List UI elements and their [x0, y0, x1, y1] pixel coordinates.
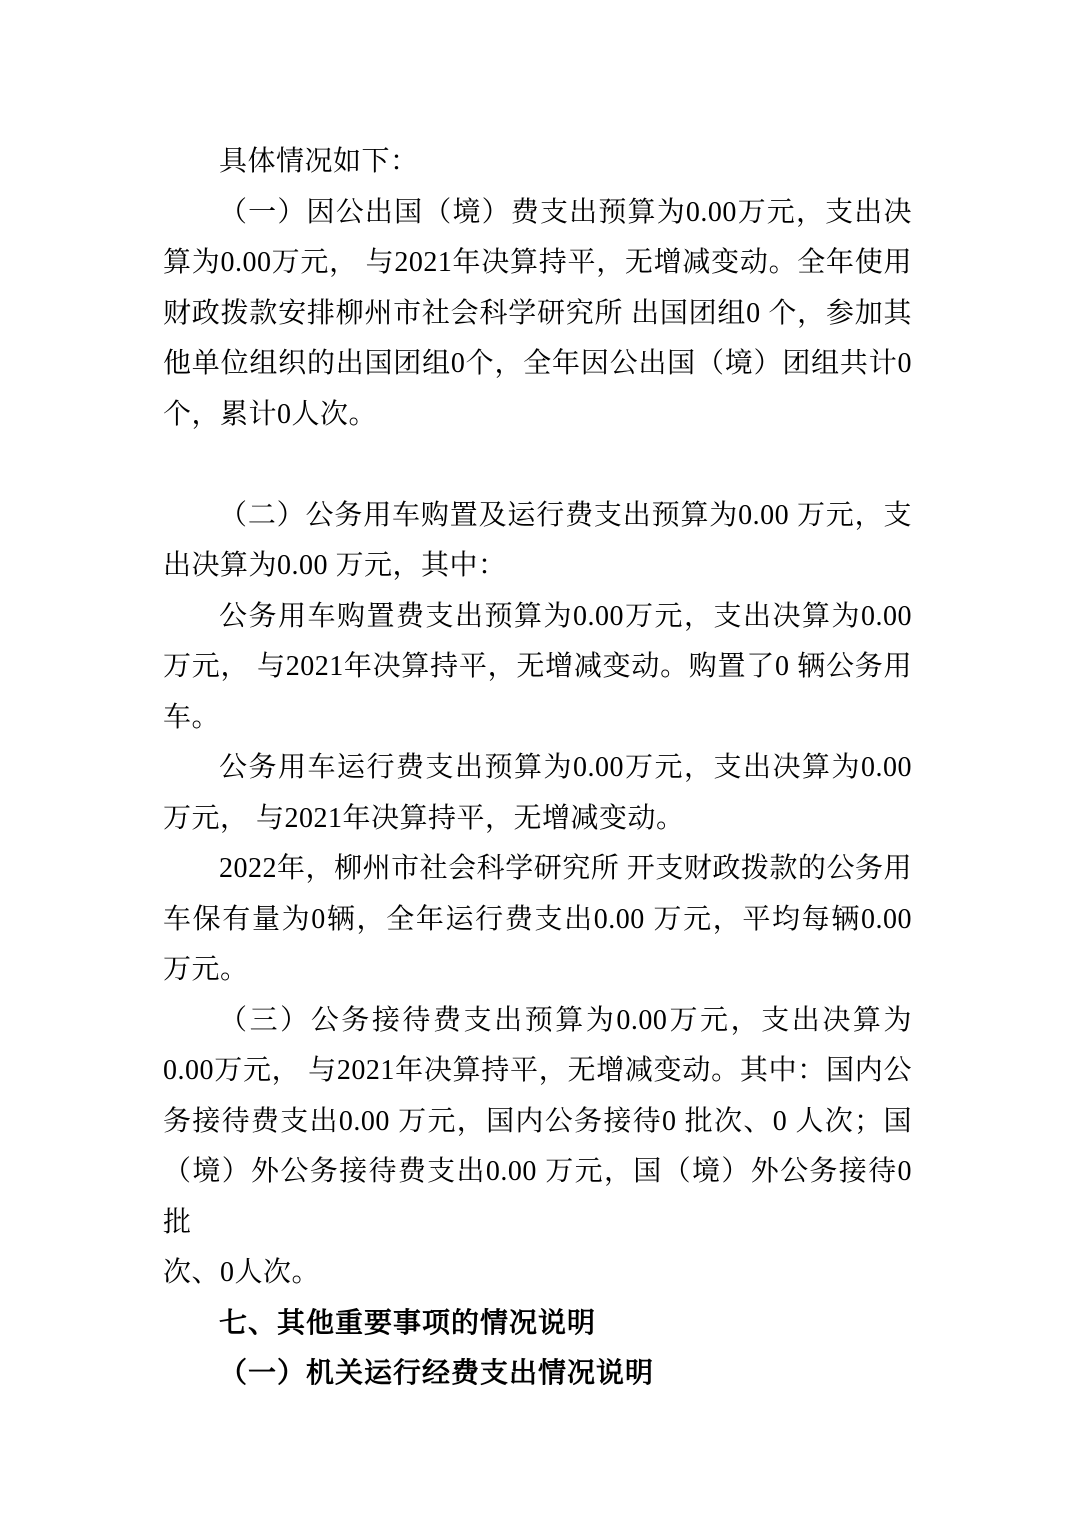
body-line: 万元。 — [163, 954, 249, 985]
body-line: 2022年，柳州市社会科学研究所 开支财政拨款的公务用 — [219, 853, 912, 884]
body-line: 0.00万元， 与2021年决算持平，无增减变动。其中：国内公 — [163, 1055, 912, 1086]
body-line: （二）公务用车购置及运行费支出预算为0.00 万元，支 — [219, 499, 912, 531]
document-body — [163, 137, 912, 1400]
body-line: （一）因公出国（境）费支出预算为0.00万元，支出决 — [219, 196, 912, 228]
body-line: 具体情况如下： — [219, 146, 419, 177]
body-line: 万元， 与2021年决算持平，无增减变动。 — [163, 802, 685, 834]
body-line: 出决算为0.00 万元，其中： — [163, 550, 507, 581]
body-line: 万元， 与2021年决算持平，无增减变动。购置了0 辆公务用 — [163, 651, 912, 682]
body-line: 个，累计0人次。 — [163, 398, 378, 430]
body-line: （三）公务接待费支出预算为0.00万元，支出决算为 — [219, 1004, 912, 1036]
body-line: 车保有量为0辆，全年运行费支出0.00 万元，平均每辆0.00 — [163, 903, 912, 935]
body-line: 车。 — [163, 701, 221, 733]
body-line: 算为0.00万元， 与2021年决算持平，无增减变动。全年使用 — [163, 247, 912, 278]
blank-line — [163, 440, 912, 491]
body-line: 公务用车购置费支出预算为0.00万元，支出决算为0.00 — [219, 600, 912, 632]
body-line: 公务用车运行费支出预算为0.00万元，支出决算为0.00 — [219, 752, 912, 783]
body-line: （境）外公务接待费支出0.00 万元，国（境）外公务接待0 批 — [163, 1156, 912, 1238]
body-line: 务接待费支出0.00 万元，国内公务接待0 批次、0 人次；国 — [163, 1105, 912, 1137]
body-line: 财政拨款安排柳州市社会科学研究所 出国团组0 个，参加其 — [163, 297, 912, 329]
body-line: 他单位组织的出国团组0个，全年因公出国（境）团组共计0 — [163, 348, 912, 379]
subsection-heading: （一）机关运行经费支出情况说明 — [219, 1358, 655, 1389]
body-line: 次、0人次。 — [163, 1257, 321, 1288]
section-heading: 七、其他重要事项的情况说明 — [219, 1307, 597, 1339]
